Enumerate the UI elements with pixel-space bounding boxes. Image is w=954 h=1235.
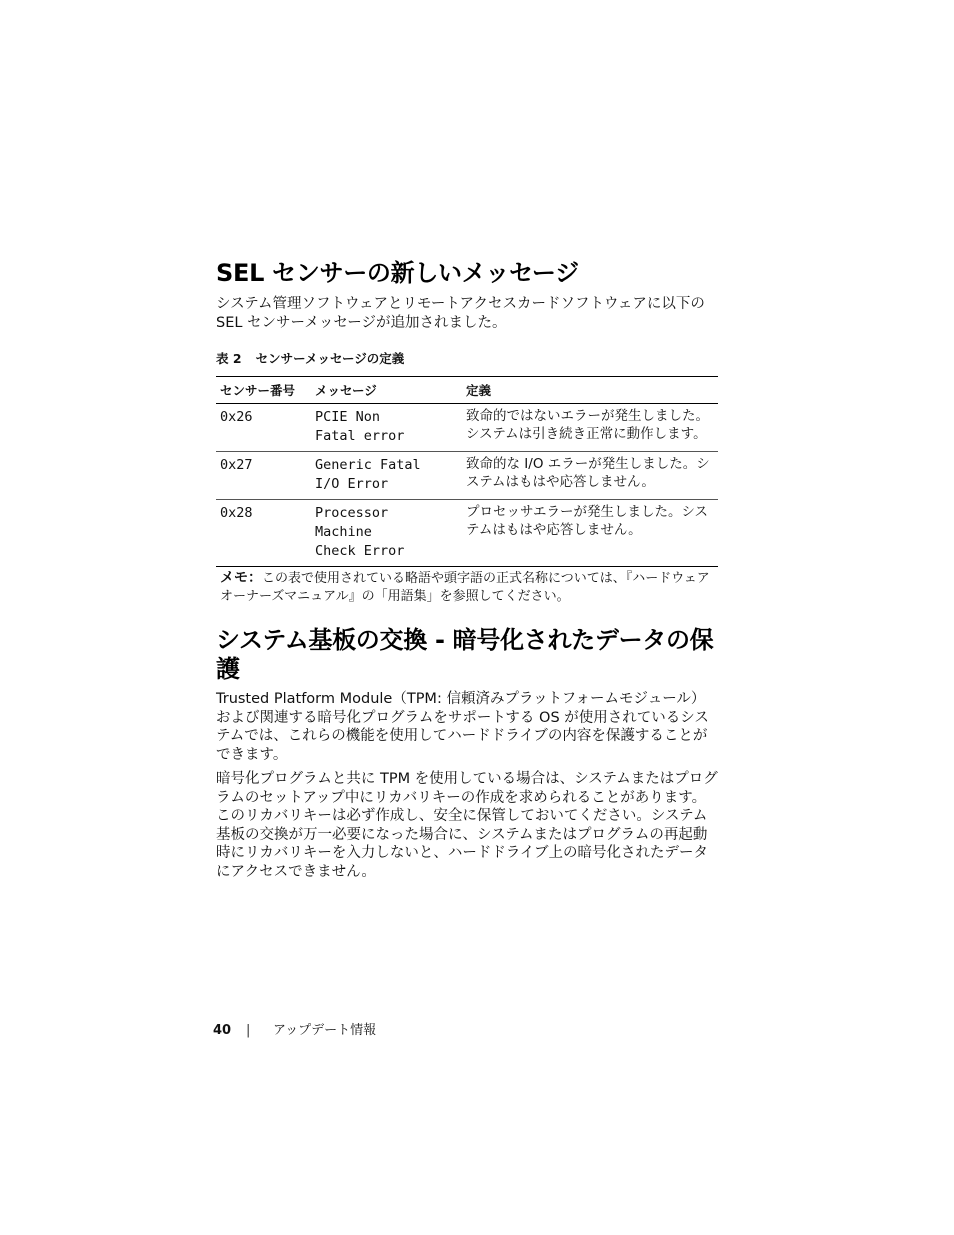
cell-message: Processor Machine Check Error [311, 500, 462, 567]
sel-intro-paragraph: システム管理ソフトウェアとリモートアクセスカードソフトウェアに以下の SEL センサーメッセージが追加されました。 [216, 296, 705, 331]
page-footer [213, 1019, 613, 1038]
note-box [216, 569, 718, 606]
sensor-message-table [216, 376, 718, 567]
cell-definition: 致命的ではないエラーが発生しました。システムは引き続き正常に動作します。 [462, 404, 718, 452]
note-label: メモ： [220, 570, 262, 586]
table-row [216, 404, 718, 452]
cell-sensor-number: 0x28 [216, 500, 311, 567]
cell-definition: 致命的な I/O エラーが発生しました。システムはもはや応答しません。 [462, 452, 718, 500]
page-number: 40 [213, 1023, 232, 1038]
header-message: メッセージ [311, 377, 462, 404]
cell-message: Generic Fatal I/O Error [311, 452, 462, 500]
footer-section-title: アップデート情報 [273, 1023, 377, 1038]
cell-sensor-number: 0x26 [216, 404, 311, 452]
table-caption-text: センサーメッセージの定義 [255, 351, 405, 366]
recovery-key-paragraph: 暗号化プログラムと共に TPM を使用している場合は、システムまたはプログラムのセットアップ中にリカバリキーの作成を求められることがあります。このリカバリキーは必ず作成し、安全に保管しておいてください。システム基板の交換が万一必要になった場合に、システムまたはプログラムの再起動時にリカバリキーを入力しないと、ハードドライブ上の暗号化されたデータにアクセスできません。 [216, 771, 718, 880]
cell-definition: プロセッサエラーが発生しました。システムはもはや応答しません。 [462, 500, 718, 567]
table-caption [216, 351, 718, 367]
document-body [216, 255, 718, 881]
table-caption-label: 表 2 [216, 351, 242, 366]
tpm-paragraph: Trusted Platform Module（TPM: 信頼済みプラットフォームモジュール）および関連する暗号化プログラムをサポートする OS が使用されているシステムでは、これらの機能を使用してハードドライブの内容を保護することができます。 [216, 691, 709, 763]
section-title-board-replacement: システム基板の交換 - 暗号化されたデータの保護 [216, 626, 714, 683]
header-sensor-number: センサー番号 [216, 377, 311, 404]
table-row [216, 500, 718, 567]
note-text: この表で使用されている略語や頭字語の正式名称については、『ハードウェアオーナーズマニュアル』の「用語集」を参照してください。 [220, 571, 710, 604]
cell-sensor-number: 0x27 [216, 452, 311, 500]
cell-message: PCIE Non Fatal error [311, 404, 462, 452]
table-header-row [216, 377, 718, 404]
section-title-sel: SEL センサーの新しいメッセージ [216, 259, 579, 287]
table-row [216, 452, 718, 500]
header-definition: 定義 [462, 377, 718, 404]
footer-separator: | [246, 1023, 251, 1038]
